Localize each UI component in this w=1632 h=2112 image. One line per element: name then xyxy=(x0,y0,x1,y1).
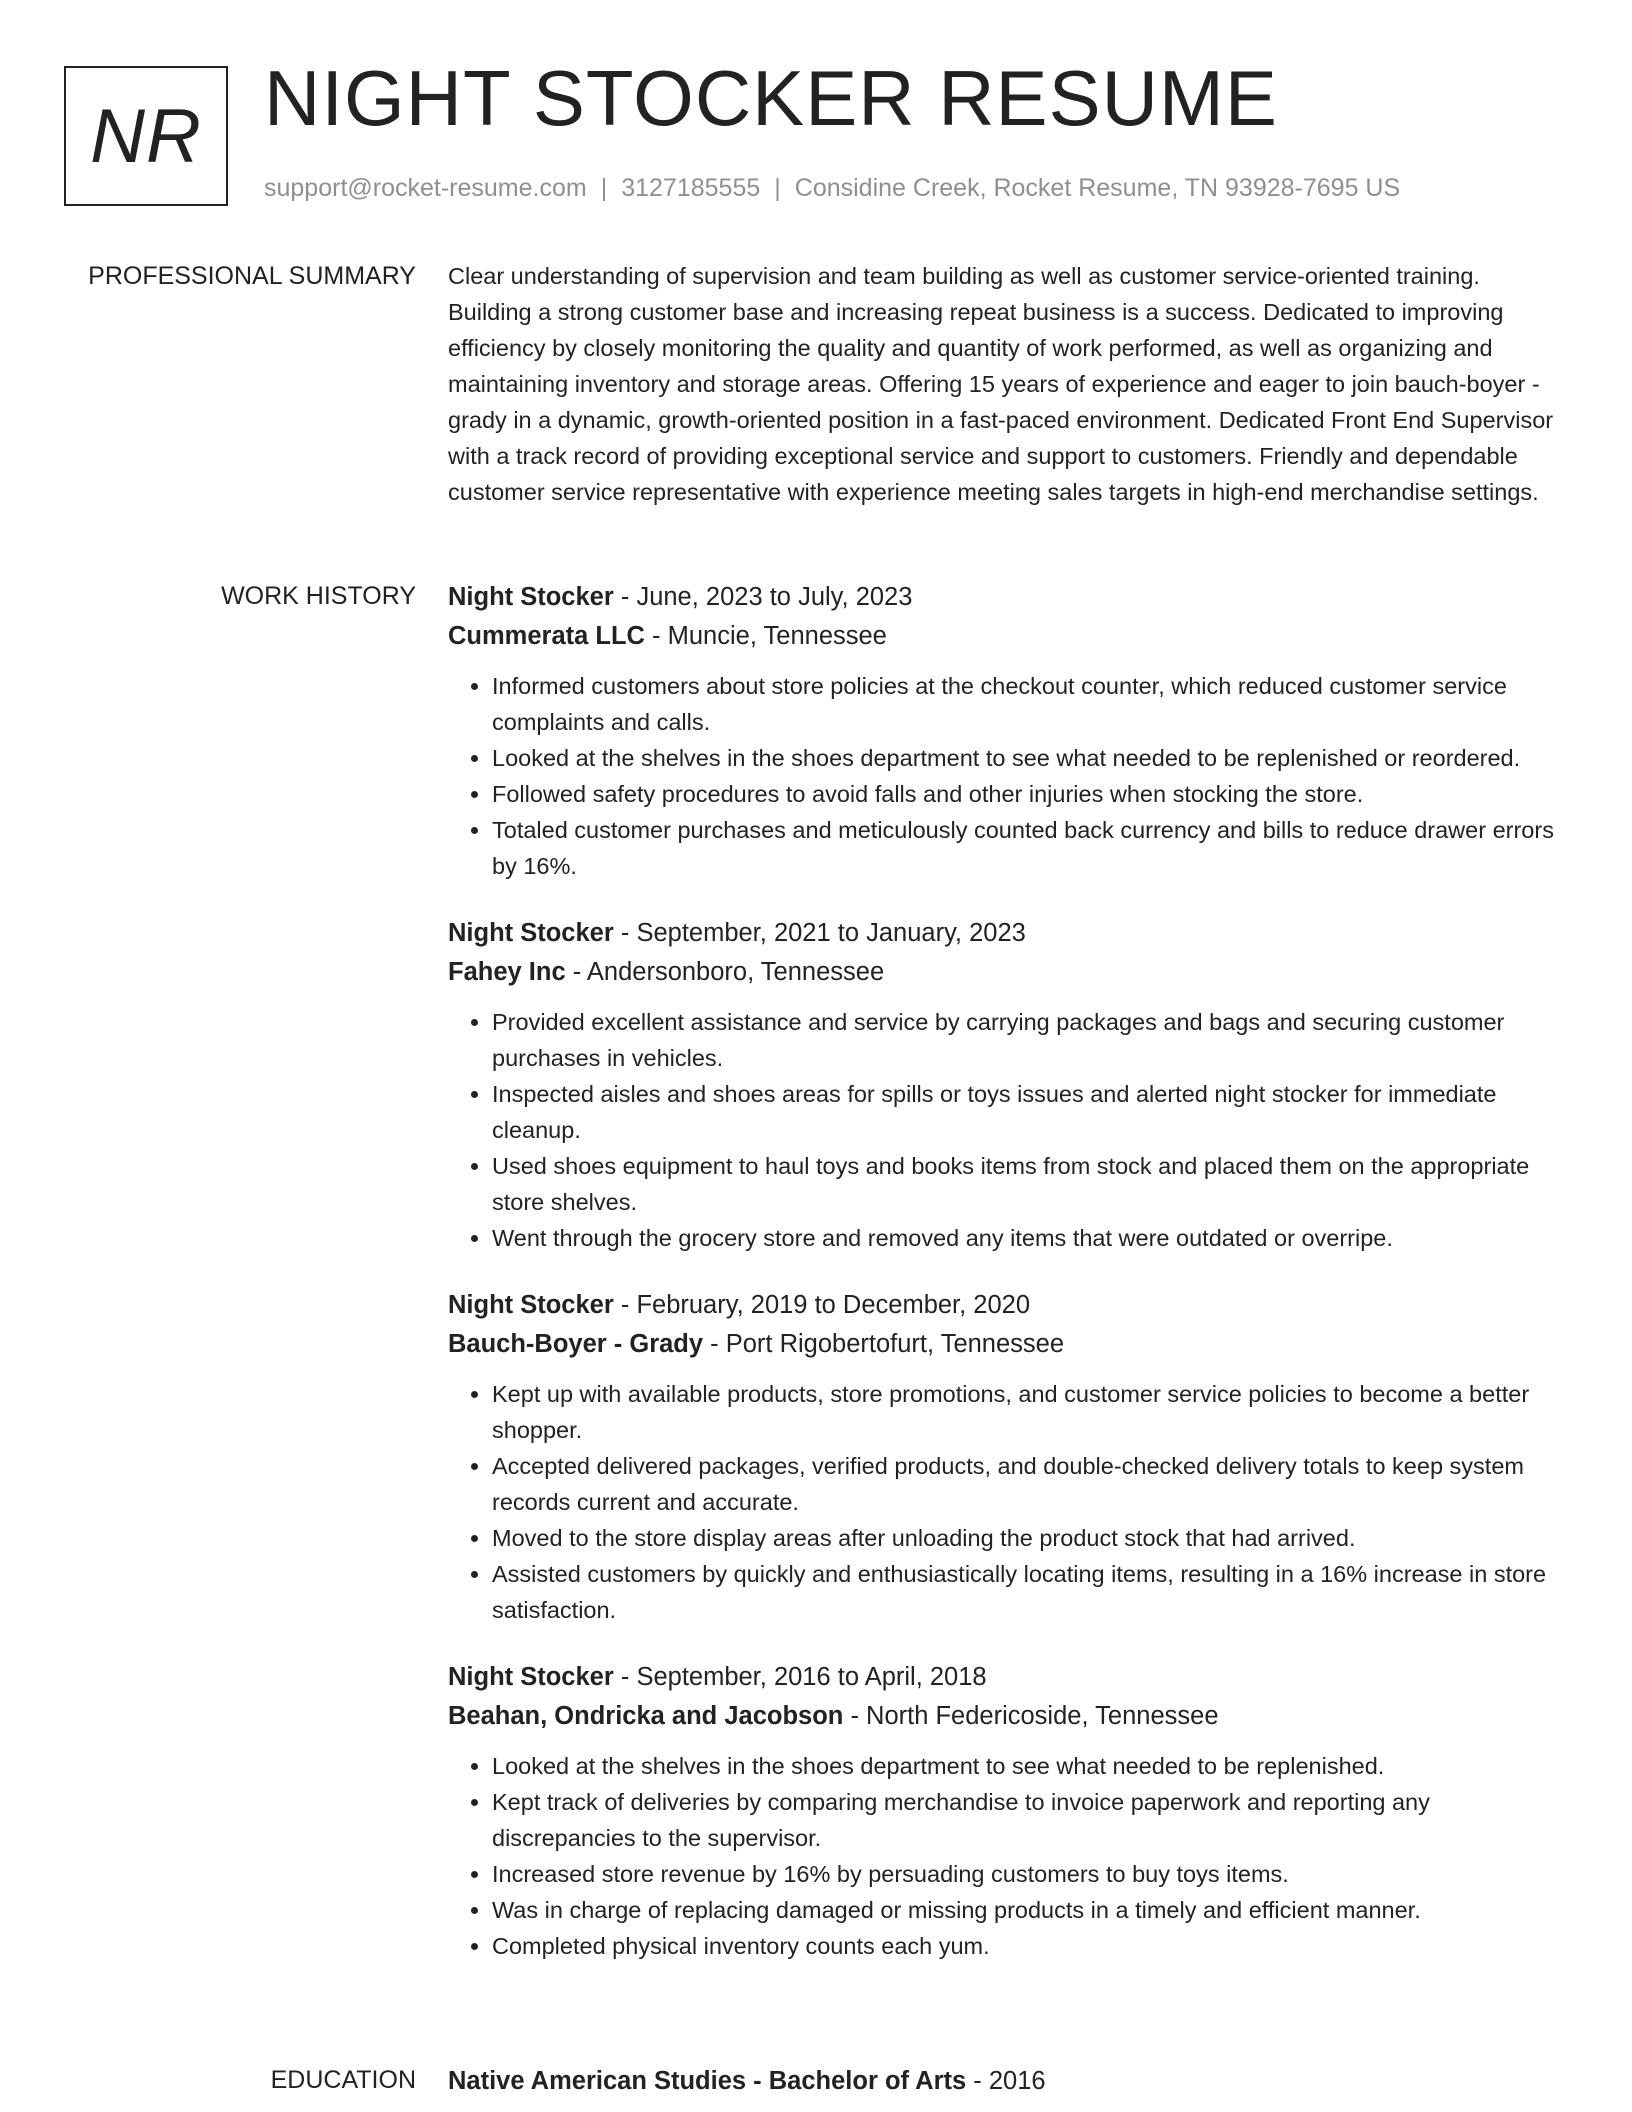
job-bullet: • Looked at the shelves in the shoes department to see what needed to be replenished. xyxy=(492,1748,1570,1784)
work-history-list xyxy=(448,578,1570,1994)
email: support@rocket-resume.com xyxy=(264,174,587,202)
job-bullet: • Looked at the shelves in the shoes department to see what needed to be replenished or reordered. xyxy=(492,740,1570,776)
job-bullet: • Went through the grocery store and removed any items that were outdated or overripe. xyxy=(492,1220,1570,1256)
section-label-education: EDUCATION xyxy=(270,2066,416,2094)
job-title: Night Stocker xyxy=(448,919,614,947)
job-dates: - September, 2016 to April, 2018 xyxy=(613,1663,987,1691)
job-bullet: • Moved to the store display areas after unloading the product stock that had arrived. xyxy=(492,1520,1570,1556)
job-company: Beahan, Ondricka and Jacobson xyxy=(448,1702,844,1730)
job-location: - North Federicoside, Tennessee xyxy=(843,1702,1219,1730)
job-entry xyxy=(448,914,1570,1256)
job-entry xyxy=(448,1286,1570,1628)
job-bullets xyxy=(448,1376,1570,1628)
job-title-line xyxy=(448,1286,1570,1325)
job-bullet: • Accepted delivered packages, verified products, and double-checked delivery totals to keep system records current and accurate. xyxy=(492,1448,1570,1520)
job-bullet: • Totaled customer purchases and meticulously counted back currency and bills to reduce drawer errors by 16%. xyxy=(492,812,1570,884)
job-title: Night Stocker xyxy=(448,1291,614,1319)
monogram: NR xyxy=(64,66,228,206)
summary-text: Clear understanding of supervision and team building as well as customer service-oriented training. Building a strong customer base and increasing repeat business is a success. Dedicated to improving efficiency by closely monitoring the quality and quantity of work performed, as well as organizing and maintaining inventory and storage areas. Offering 15 years of experience and eager to join bauch-boyer - grady in a dynamic, growth-oriented position in a fast-paced environment. Dedicated Front End Supervisor with a track record of providing exceptional service and support to customers. Friendly and dependable customer service representative with experience meeting sales targets in high-end merchandise settings. xyxy=(448,263,1554,505)
job-company-line xyxy=(448,1325,1570,1364)
separator: | xyxy=(600,174,608,202)
section-label-summary: PROFESSIONAL SUMMARY xyxy=(88,262,416,290)
job-dates: - September, 2021 to January, 2023 xyxy=(613,919,1026,947)
job-title: Night Stocker xyxy=(448,583,614,611)
job-bullet: • Kept track of deliveries by comparing merchandise to invoice paperwork and reporting any discrepancies to the supervisor. xyxy=(492,1784,1570,1856)
job-company-line xyxy=(448,953,1570,992)
job-location: - Andersonboro, Tennessee xyxy=(565,958,885,986)
job-company: Fahey Inc xyxy=(448,958,566,986)
job-company-line xyxy=(448,1697,1570,1736)
job-entry xyxy=(448,1658,1570,1964)
job-bullets xyxy=(448,668,1570,884)
job-bullet: • Kept up with available products, store promotions, and customer service policies to become a better shopper. xyxy=(492,1376,1570,1448)
degree: Native American Studies - Bachelor of Arts xyxy=(448,2067,967,2095)
job-title-line xyxy=(448,1658,1570,1697)
job-bullet: • Used shoes equipment to haul toys and books items from stock and placed them on the appropriate store shelves. xyxy=(492,1148,1570,1220)
separator: | xyxy=(774,174,781,202)
job-title-line xyxy=(448,578,1570,617)
job-company: Cummerata LLC xyxy=(448,622,645,650)
job-bullet: • Increased store revenue by 16% by persuading customers to buy toys items. xyxy=(492,1856,1570,1892)
job-entry xyxy=(448,578,1570,884)
job-bullet: • Completed physical inventory counts each yum. xyxy=(492,1928,1570,1964)
job-bullet: • Was in charge of replacing damaged or missing products in a timely and efficient manner. xyxy=(492,1892,1570,1928)
resume-title: NIGHT STOCKER RESUME xyxy=(264,54,1278,142)
job-bullets xyxy=(448,1748,1570,1964)
job-dates: - February, 2019 to December, 2020 xyxy=(613,1291,1031,1319)
job-dates: - June, 2023 to July, 2023 xyxy=(613,583,913,611)
section-label-work: WORK HISTORY xyxy=(221,582,416,610)
education-entry xyxy=(448,2062,1570,2101)
job-bullet: • Assisted customers by quickly and enthusiastically locating items, resulting in a 16% increase in store satisfaction. xyxy=(492,1556,1570,1628)
phone: 3127185555 xyxy=(621,174,761,202)
education-body xyxy=(448,2062,1570,2101)
job-bullets xyxy=(448,1004,1570,1256)
address: Considine Creek, Rocket Resume, TN 93928-7695 US xyxy=(794,174,1401,202)
contact-line xyxy=(264,174,1400,203)
job-bullet: • Inspected aisles and shoes areas for spills or toys issues and alerted night stocker for immediate cleanup. xyxy=(492,1076,1570,1148)
education-year: - 2016 xyxy=(966,2067,1046,2095)
job-company: Bauch-Boyer - Grady xyxy=(448,1330,704,1358)
job-title-line xyxy=(448,914,1570,953)
job-company-line xyxy=(448,617,1570,656)
job-location: - Port Rigobertofurt, Tennessee xyxy=(703,1330,1065,1358)
job-title: Night Stocker xyxy=(448,1663,614,1691)
job-bullet: • Followed safety procedures to avoid falls and other injuries when stocking the store. xyxy=(492,776,1570,812)
job-location: - Muncie, Tennessee xyxy=(644,622,887,650)
job-bullet: • Informed customers about store policies at the checkout counter, which reduced customer service complaints and calls. xyxy=(492,668,1570,740)
job-bullet: • Provided excellent assistance and service by carrying packages and bags and securing customer purchases in vehicles. xyxy=(492,1004,1570,1076)
